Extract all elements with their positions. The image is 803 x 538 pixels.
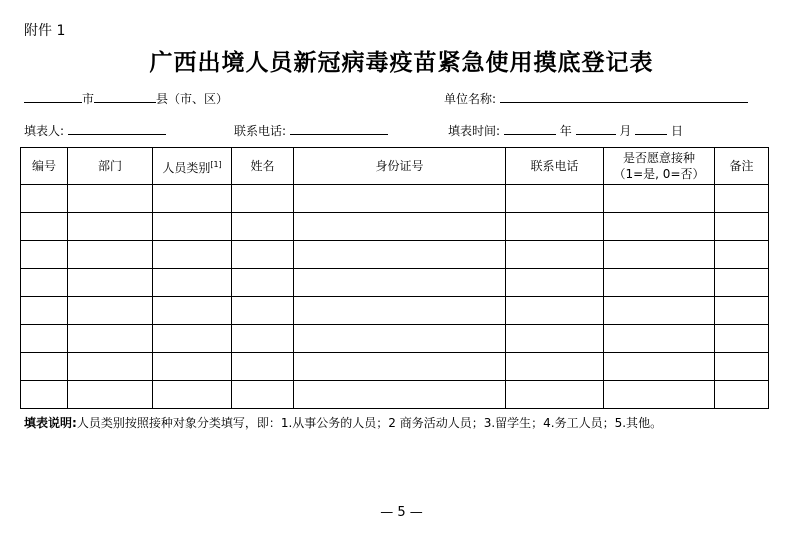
unit-label: 单位名称: bbox=[444, 92, 497, 106]
table-cell[interactable] bbox=[153, 381, 232, 409]
table-cell[interactable] bbox=[506, 381, 604, 409]
city-field[interactable] bbox=[24, 90, 82, 103]
category-label: 人员类别 bbox=[162, 160, 211, 175]
table-cell[interactable] bbox=[604, 241, 715, 269]
table-cell[interactable] bbox=[715, 185, 769, 213]
table-row bbox=[21, 353, 769, 381]
table-cell[interactable] bbox=[232, 381, 294, 409]
table-cell[interactable] bbox=[21, 185, 68, 213]
table-cell[interactable] bbox=[506, 297, 604, 325]
county-field[interactable] bbox=[94, 90, 156, 103]
table-cell[interactable] bbox=[68, 381, 153, 409]
table-cell[interactable] bbox=[232, 269, 294, 297]
table-cell[interactable] bbox=[604, 297, 715, 325]
table-cell[interactable] bbox=[294, 185, 506, 213]
year-label: 年 bbox=[559, 124, 572, 138]
col-header-id-number: 身份证号 bbox=[294, 148, 506, 185]
table-row bbox=[21, 325, 769, 353]
table-cell[interactable] bbox=[153, 185, 232, 213]
table-cell[interactable] bbox=[604, 185, 715, 213]
table-cell[interactable] bbox=[604, 213, 715, 241]
city-label: 市 bbox=[82, 92, 95, 106]
filler-label: 填表人: bbox=[24, 124, 65, 138]
table-cell[interactable] bbox=[68, 269, 153, 297]
table-cell[interactable] bbox=[506, 325, 604, 353]
table-cell[interactable] bbox=[294, 381, 506, 409]
table-cell[interactable] bbox=[506, 241, 604, 269]
table-cell[interactable] bbox=[21, 213, 68, 241]
table-cell[interactable] bbox=[153, 353, 232, 381]
table-cell[interactable] bbox=[21, 269, 68, 297]
table-cell[interactable] bbox=[715, 353, 769, 381]
col-header-willing bbox=[604, 148, 715, 185]
table-row bbox=[21, 381, 769, 409]
table-cell[interactable] bbox=[68, 297, 153, 325]
table-cell[interactable] bbox=[68, 325, 153, 353]
table-cell[interactable] bbox=[715, 241, 769, 269]
col-header-number: 编号 bbox=[21, 148, 68, 185]
instructions-text: 人员类别按照接种对象分类填写，即：1.从事公务的人员；2 商务活动人员；3.留学生；4.务工人员；5.其他。 bbox=[76, 416, 663, 430]
table-cell[interactable] bbox=[604, 381, 715, 409]
day-label: 日 bbox=[671, 124, 684, 138]
footnote-ref: [1] bbox=[210, 159, 222, 169]
filler-line bbox=[24, 122, 166, 139]
table-cell[interactable] bbox=[506, 269, 604, 297]
table-row bbox=[21, 269, 769, 297]
table-cell[interactable] bbox=[232, 325, 294, 353]
table-cell[interactable] bbox=[715, 381, 769, 409]
table-cell[interactable] bbox=[21, 241, 68, 269]
table-cell[interactable] bbox=[232, 353, 294, 381]
month-field[interactable] bbox=[576, 122, 616, 135]
table-cell[interactable] bbox=[232, 297, 294, 325]
table-cell[interactable] bbox=[294, 213, 506, 241]
table-header-row bbox=[21, 148, 769, 185]
table-cell[interactable] bbox=[68, 241, 153, 269]
instructions bbox=[24, 414, 662, 431]
table-cell[interactable] bbox=[715, 297, 769, 325]
table-cell[interactable] bbox=[715, 325, 769, 353]
phone-label: 联系电话: bbox=[234, 124, 287, 138]
col-header-category bbox=[153, 148, 232, 185]
table-cell[interactable] bbox=[68, 213, 153, 241]
willing-legend: （1=是, 0=否） bbox=[613, 167, 705, 181]
col-header-name: 姓名 bbox=[232, 148, 294, 185]
table-cell[interactable] bbox=[153, 269, 232, 297]
table-cell[interactable] bbox=[604, 325, 715, 353]
date-line bbox=[448, 122, 683, 139]
table-cell[interactable] bbox=[604, 269, 715, 297]
unit-field[interactable] bbox=[500, 90, 748, 103]
month-label: 月 bbox=[619, 124, 632, 138]
table-cell[interactable] bbox=[153, 325, 232, 353]
table-cell[interactable] bbox=[506, 185, 604, 213]
table-cell[interactable] bbox=[294, 297, 506, 325]
table-row bbox=[21, 185, 769, 213]
page-title: 广西出境人员新冠病毒疫苗紧急使用摸底登记表 bbox=[149, 49, 654, 76]
instructions-title: 填表说明: bbox=[24, 416, 77, 430]
phone-line bbox=[234, 122, 388, 139]
table-cell[interactable] bbox=[232, 213, 294, 241]
table-cell[interactable] bbox=[68, 185, 153, 213]
col-header-remarks: 备注 bbox=[715, 148, 769, 185]
year-field[interactable] bbox=[504, 122, 556, 135]
table-cell[interactable] bbox=[294, 269, 506, 297]
col-header-phone: 联系电话 bbox=[506, 148, 604, 185]
table-cell[interactable] bbox=[715, 269, 769, 297]
date-label: 填表时间: bbox=[448, 124, 501, 138]
willing-label: 是否愿意接种 bbox=[622, 151, 695, 165]
table-cell[interactable] bbox=[153, 213, 232, 241]
registration-table bbox=[20, 147, 769, 409]
table-cell[interactable] bbox=[68, 353, 153, 381]
attachment-label: 附件 1 bbox=[24, 23, 66, 39]
table-cell[interactable] bbox=[153, 241, 232, 269]
county-label: 县（市、区） bbox=[156, 92, 229, 106]
col-header-department: 部门 bbox=[68, 148, 153, 185]
page-number: — 5 — bbox=[380, 505, 423, 520]
day-field[interactable] bbox=[635, 122, 667, 135]
table-cell[interactable] bbox=[294, 353, 506, 381]
table-cell[interactable] bbox=[21, 381, 68, 409]
table-cell[interactable] bbox=[232, 185, 294, 213]
table-cell[interactable] bbox=[506, 353, 604, 381]
location-line bbox=[24, 90, 228, 107]
table-cell[interactable] bbox=[21, 325, 68, 353]
table-body bbox=[21, 185, 769, 409]
table-cell[interactable] bbox=[21, 353, 68, 381]
table-cell[interactable] bbox=[232, 241, 294, 269]
phone-field[interactable] bbox=[290, 122, 388, 135]
table-cell[interactable] bbox=[153, 297, 232, 325]
table-cell[interactable] bbox=[506, 213, 604, 241]
unit-line bbox=[444, 90, 748, 107]
table-row bbox=[21, 297, 769, 325]
table-cell[interactable] bbox=[604, 353, 715, 381]
table-cell[interactable] bbox=[715, 213, 769, 241]
table-cell[interactable] bbox=[294, 325, 506, 353]
table-cell[interactable] bbox=[21, 297, 68, 325]
table-row bbox=[21, 213, 769, 241]
table-row bbox=[21, 241, 769, 269]
filler-field[interactable] bbox=[68, 122, 166, 135]
table-cell[interactable] bbox=[294, 241, 506, 269]
